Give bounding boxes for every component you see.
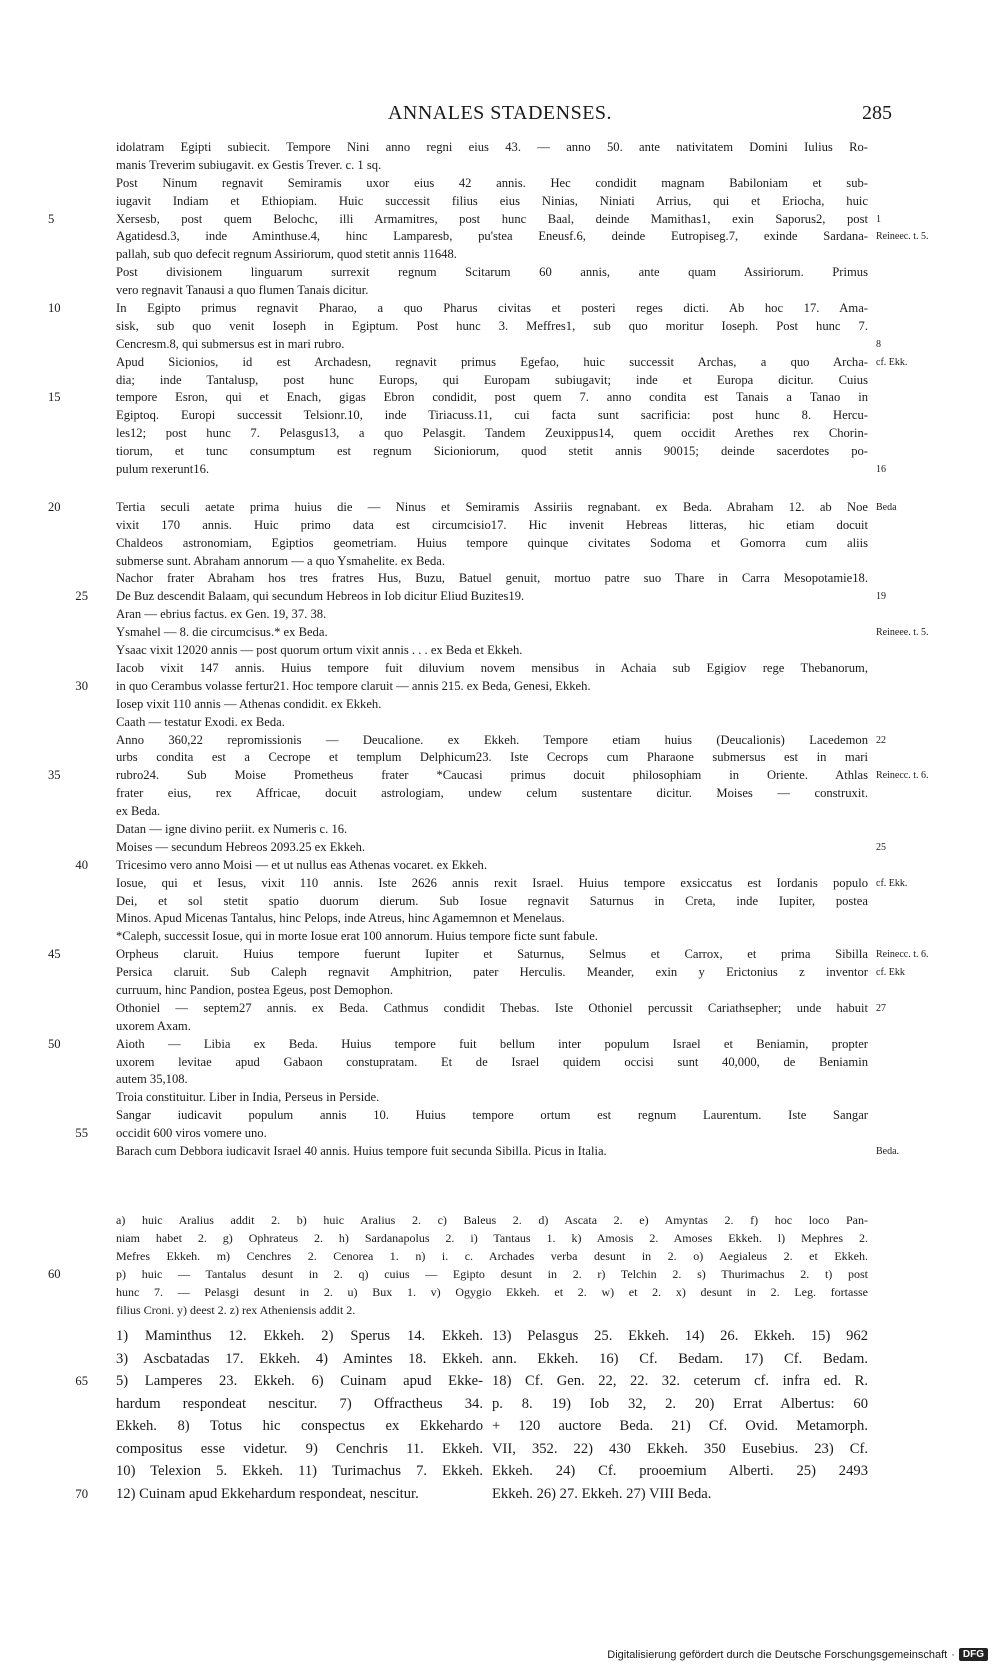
line-number: 15 bbox=[48, 390, 61, 405]
text-line bbox=[116, 1018, 868, 1036]
footnote-left: Ekkeh. 8) Totus hic conspectus ex Ekkehardo bbox=[116, 1418, 483, 1434]
margin-note: cf. Ekk bbox=[876, 967, 905, 979]
text-line bbox=[116, 535, 868, 553]
line-text: Troia constituitur. Liber in India, Perseus in Perside. bbox=[116, 1090, 380, 1105]
line-number: 30 bbox=[75, 678, 88, 693]
footnote-right: 13) Pelasgus 25. Ekkeh. 14) 26. Ekkeh. 15) 962 bbox=[492, 1328, 868, 1344]
text-line bbox=[48, 767, 929, 785]
line-text: Barach cum Debbora iudicavit Israel 40 annis. Huius tempore fuit secunda Sibilla. Picus in Italia. bbox=[116, 1143, 607, 1158]
text-line bbox=[116, 714, 868, 732]
line-text: les12; post hunc 7. Pelasgus13, a quo Pelasgit. Tandem Zeuxippus14, quem occidit Arethes rex Chorin- bbox=[116, 426, 868, 441]
credit-text: Digitalisierung gefördert durch die Deutsche Forschungsgemeinschaft bbox=[607, 1648, 948, 1661]
text-line bbox=[116, 461, 886, 479]
line-text: Chaldeos astronomiam, Egiptios geometriam. Huius tempore quinque civitates Sodoma et Gomorra cum aliis bbox=[116, 535, 868, 550]
text-line bbox=[116, 157, 868, 175]
text-line bbox=[116, 839, 886, 857]
text-line bbox=[116, 910, 868, 928]
margin-note: 22 bbox=[876, 734, 886, 746]
line-text: in quo Cerambus volasse fertur21. Hoc tempore claruit — annis 215. ex Beda, Genesi, Ekkeh. bbox=[116, 678, 591, 693]
line-number: 45 bbox=[48, 947, 61, 962]
line-number: 50 bbox=[48, 1036, 61, 1051]
line-text: Anno 360,22 repromissionis — Deucalione. ex Ekkeh. Tempore etiam huius (Deucalionis) Lacedemon bbox=[116, 732, 868, 747]
line-text: Post divisionem linguarum surrexit regnum Scitarum 60 annis, ante quam Assiriorum. Primus bbox=[116, 265, 868, 280]
text-line bbox=[116, 246, 868, 264]
footnote-row bbox=[116, 1393, 868, 1416]
text-line bbox=[116, 372, 868, 390]
margin-note: Reineec. t. 5. bbox=[876, 231, 929, 243]
text-line bbox=[116, 139, 868, 157]
footnote-text: Mefres Ekkeh. m) Cenchres 2. Cenorea 1. n) i. c. Archades verba desunt in 2. o) Aegialeus 2. et Ekkeh. bbox=[116, 1249, 868, 1263]
text-line bbox=[48, 499, 897, 517]
line-text: urbs condita est a Cecrope et templum Delphicum23. Iste Cecrops cum Pharaone submersus est in mari bbox=[116, 750, 868, 765]
footnote-text: filius Croni. y) deest 2. z) rex Atheniensis addit 2. bbox=[116, 1303, 356, 1317]
text-line bbox=[116, 660, 868, 678]
line-text: tiorum, et tunc consumptum est regnum Sicioniorum, quod stetit annis 90015; deinde sacerdotes po- bbox=[116, 444, 868, 459]
footnote-left: 5) Lamperes 23. Ekkeh. 6) Cuinam apud Ekke- bbox=[116, 1373, 483, 1389]
main-text-block bbox=[48, 139, 929, 1161]
line-text: frater eius, rex Affricae, docuit astrologiam, undew celum sustentare dicitur. Moises — construxit. bbox=[116, 786, 868, 801]
line-text: Othoniel — septem27 annis. ex Beda. Cathmus condidit Thebas. Iste Othoniel percussit Cariathsepher; unde habuit bbox=[116, 1000, 868, 1015]
footnote-text: niam habet 2. g) Ophrateus 2. h) Sardanapolus 2. i) Tantaus 1. k) Amosis 2. Amoses Ekkeh. l) Mephres 2. bbox=[116, 1231, 868, 1245]
footnote-row bbox=[116, 1460, 868, 1483]
line-number: 25 bbox=[75, 589, 88, 604]
text-line bbox=[48, 946, 929, 964]
footnote-left: 10) Telexion 5. Ekkeh. 11) Turimachus 7. Ekkeh. bbox=[116, 1463, 483, 1479]
line-number: 10 bbox=[48, 301, 61, 316]
line-text: submerse sunt. Abraham annorum — a quo Ysmahelite. ex Beda. bbox=[116, 553, 445, 568]
footnote-right: ann. Ekkeh. 16) Cf. Bedam. 17) Cf. Bedam. bbox=[492, 1350, 868, 1367]
text-line bbox=[116, 175, 868, 193]
line-text: Apud Sicionios, id est Archadesn, regnavit primus Egefao, huic successit Archas, a quo Archa- bbox=[116, 354, 868, 369]
funding-credit: Digitalisierung gefördert durch die Deutsche Forschungsgemeinschaft · DFG bbox=[607, 1648, 988, 1661]
line-text: De Buz descendit Balaam, qui secundum Hebreos in Iob dicitur Eliud Buzites19. bbox=[116, 589, 525, 604]
footnote-row bbox=[116, 1325, 868, 1348]
text-line bbox=[116, 517, 868, 535]
text-line bbox=[116, 228, 929, 246]
footnote-right: VII, 352. 22) 430 Ekkeh. 350 Eusebius. 23) Cf. bbox=[492, 1440, 868, 1457]
text-line bbox=[116, 264, 868, 282]
line-text: Datan — igne divino periit. ex Numeris c. 16. bbox=[116, 821, 348, 836]
text-line bbox=[116, 336, 881, 354]
text-line bbox=[116, 928, 868, 946]
footnote-row bbox=[75, 1370, 868, 1393]
text-line bbox=[116, 282, 868, 300]
line-text: Aran — ebrius factus. ex Gen. 19, 37. 38. bbox=[116, 607, 327, 622]
dfg-logo: DFG bbox=[959, 1648, 988, 1661]
line-text: Iacob vixit 147 annis. Huius tempore fuit diluvium novem mensibus in Achaia sub Egigiov rege Thebanorum, bbox=[116, 660, 868, 675]
line-text: Orpheus claruit. Huius tempore fuerunt Iupiter et Saturnus, Selmus et Carrox, et prima Sibilla bbox=[116, 947, 868, 962]
line-text: Cencresm.8, qui submersus est in mari rubro. bbox=[116, 336, 345, 351]
footnote-row bbox=[116, 1348, 868, 1371]
footnote-line bbox=[116, 1211, 868, 1229]
line-text: rubro24. Sub Moise Prometheus frater *Caucasi primus docuit philosophiam in Oriente. Athlas bbox=[116, 768, 868, 783]
text-line bbox=[116, 606, 868, 624]
footnote-text: hunc 7. — Pelasgi desunt in 2. u) Bux 1. v) Ogygio Ekkeh. et 2. w) et 2. x) desunt in 2. Leg. fortasse bbox=[116, 1285, 868, 1299]
text-line bbox=[116, 354, 908, 372]
line-text: Egiptoq. Europi successit Telsionr.10, inde Tiriacuss.11, cui facta sunt sacrificia: post hunc 8. Hercu- bbox=[116, 408, 868, 423]
margin-note: 27 bbox=[876, 1002, 886, 1014]
footnote-line bbox=[116, 1247, 868, 1265]
margin-note: Reineee. t. 5. bbox=[876, 627, 929, 639]
line-text: vero regnavit Tanausi a quo flumen Tanais dicitur. bbox=[116, 283, 369, 298]
footnote-line bbox=[116, 1229, 868, 1247]
line-text: uxorem Axam. bbox=[116, 1018, 191, 1033]
footnote-row bbox=[116, 1438, 868, 1461]
text-line bbox=[116, 785, 868, 803]
text-line bbox=[116, 318, 868, 336]
text-line bbox=[48, 389, 868, 407]
text-line bbox=[116, 803, 868, 821]
text-line bbox=[75, 857, 868, 875]
line-text: Ysaac vixit 12020 annis — post quorum ortum vixit annis . . . ex Beda et Ekkeh. bbox=[116, 643, 523, 658]
footnote-text: a) huic Aralius addit 2. b) huic Aralius 2. c) Baleus 2. d) Ascata 2. e) Amyntas 2. f) hoc loco Pan- bbox=[116, 1213, 868, 1227]
line-text: pulum rexerunt16. bbox=[116, 462, 210, 477]
text-line bbox=[116, 1071, 868, 1089]
text-line bbox=[48, 1036, 868, 1054]
page-number: 285 bbox=[862, 102, 892, 124]
line-text: uxorem levitae apud Gabaon constupratam. Et de Israel quidem occisi sunt 40,000, de Beniamin bbox=[116, 1054, 868, 1069]
text-line bbox=[116, 749, 868, 767]
line-number: 60 bbox=[48, 1267, 61, 1281]
footnote-line bbox=[116, 1283, 868, 1301]
footnote-row bbox=[75, 1483, 868, 1506]
margin-note: 19 bbox=[876, 591, 886, 603]
text-line bbox=[116, 1000, 886, 1018]
running-title: ANNALES STADENSES. bbox=[387, 102, 613, 124]
line-text: Post Ninum regnavit Semiramis uxor eius 42 annis. Hec condidit magnam Babiloniam et sub- bbox=[116, 175, 868, 190]
line-text: In Egipto primus regnavit Pharao, a quo Pharus civitas et posteri reges dicti. Ab hoc 17. Ama- bbox=[116, 301, 868, 316]
line-text: tempore Esron, qui et Enach, gigas Ebron condidit, post quem 7. anno condita est Tanais a Tanao in bbox=[116, 390, 868, 405]
footnote-left: 1) Maminthus 12. Ekkeh. 2) Sperus 14. Ekkeh. bbox=[116, 1328, 483, 1344]
margin-note: 1 bbox=[876, 213, 881, 225]
margin-note: 25 bbox=[876, 841, 886, 853]
footnote-right: 18) Cf. Gen. 22, 22. 32. ceterum cf. infra ed. R. bbox=[492, 1373, 868, 1389]
text-line bbox=[116, 624, 929, 642]
line-text: Ysmahel — 8. die circumcisus.* ex Beda. bbox=[116, 625, 328, 640]
text-line bbox=[116, 1143, 900, 1161]
line-text: Dei, et sol stetit spatio duorum dierum. Sub Iosue regnavit Saturnus in Creta, inde Iupiter, postea bbox=[116, 893, 868, 908]
text-line bbox=[116, 425, 868, 443]
line-text: Sangar iudicavit populum annis 10. Huius tempore ortum est regnum Laurentum. Iste Sangar bbox=[116, 1108, 868, 1123]
line-number: 40 bbox=[75, 857, 88, 872]
line-text: Aioth — Libia ex Beda. Huius tempore fuit bellum inter populum Israel et Beniamin, propter bbox=[116, 1036, 868, 1051]
line-text: Moises — secundum Hebreos 2093.25 ex Ekkeh. bbox=[116, 839, 366, 854]
line-text: Caath — testatur Exodi. ex Beda. bbox=[116, 714, 285, 729]
margin-note: 8 bbox=[876, 338, 881, 350]
footnote-left: 12) Cuinam apud Ekkehardum respondeat, nescitur. bbox=[116, 1485, 419, 1502]
line-number: 70 bbox=[75, 1486, 88, 1501]
text-line bbox=[48, 300, 868, 318]
line-text: occidit 600 viros vomere uno. bbox=[116, 1126, 267, 1141]
line-text: Tertia seculi aetate prima huius die — Ninus et Semiramis Assiriis regnabant. ex Beda. Abraham 12. ab Noe bbox=[116, 499, 868, 514]
margin-note: Beda bbox=[876, 501, 897, 513]
footnote-line bbox=[48, 1265, 868, 1283]
text-line bbox=[116, 407, 868, 425]
text-line bbox=[116, 193, 868, 211]
line-number: 65 bbox=[75, 1374, 88, 1388]
text-line bbox=[116, 821, 868, 839]
page-header bbox=[0, 102, 1000, 132]
text-line bbox=[75, 1125, 868, 1143]
text-line bbox=[75, 678, 868, 696]
text-line bbox=[116, 1054, 868, 1072]
line-number: 20 bbox=[48, 499, 61, 514]
footnote-right: Ekkeh. 24) Cf. prooemium Alberti. 25) 2493 bbox=[492, 1463, 868, 1479]
line-number: 35 bbox=[48, 768, 61, 783]
margin-note: Reinecc. t. 6. bbox=[876, 949, 929, 961]
numbered-footnotes bbox=[75, 1325, 868, 1505]
margin-note: cf. Ekk. bbox=[876, 356, 908, 368]
line-text: ex Beda. bbox=[116, 804, 161, 819]
line-text: Iosue, qui et Iesus, vixit 110 annis. Iste 2626 annis rexit Israel. Huius tempore exsiccatus est Iordanis populo bbox=[116, 875, 868, 890]
line-text: Xersesb, post quem Belochc, illi Armamitres, post hunc Baal, deinde Mamithas1, exin Saporus2, post bbox=[116, 211, 868, 226]
line-text: Minos. Apud Micenas Tantalus, hinc Pelops, inde Atreus, hinc Agamemnon et Menelaus. bbox=[116, 911, 565, 926]
line-text: idolatram Egipti subiecit. Tempore Nini anno regni eius 43. — anno 50. ante nativitatem Domini Iulius Ro- bbox=[116, 140, 868, 154]
text-line bbox=[116, 553, 868, 571]
text-line bbox=[116, 893, 868, 911]
margin-note: 16 bbox=[876, 464, 886, 476]
line-text: Agatidesd.3, inde Aminthuse.4, hinc Lamparesb, pu'stea Eneusf.6, deinde Eutropiseg.7, exinde Sardana- bbox=[116, 229, 868, 244]
footnote-text: p) huic — Tantalus desunt in 2. q) cuius — Egipto desunt in 2. r) Telchin 2. s) Thurimachus 2. t) post bbox=[116, 1267, 868, 1281]
margin-note: cf. Ekk. bbox=[876, 877, 908, 889]
text-line bbox=[116, 982, 868, 1000]
line-number: 55 bbox=[75, 1126, 88, 1141]
line-text: manis Treverim subiugavit. ex Gestis Trever. c. 1 sq. bbox=[116, 157, 382, 172]
text-line bbox=[75, 588, 886, 606]
text-line bbox=[116, 875, 908, 893]
line-text: Tricesimo vero anno Moisi — et ut nullus eas Athenas vocaret. ex Ekkeh. bbox=[116, 857, 487, 872]
text-line bbox=[116, 1107, 868, 1125]
footnote-row bbox=[116, 1415, 868, 1438]
footnote-right: p. 8. 19) Iob 32, 2. 20) Errat Albertus: 60 bbox=[492, 1395, 868, 1412]
line-text: sisk, sub quo venit Ioseph in Egiptum. Post hunc 3. Meffres1, sub quo moritur Ioseph. Post hunc 7. bbox=[116, 318, 868, 333]
footnote-right: Ekkeh. 26) 27. Ekkeh. 27) VIII Beda. bbox=[492, 1485, 712, 1502]
text-line bbox=[116, 732, 886, 750]
line-text: curruum, hinc Pandion, postea Egeus, post Demophon. bbox=[116, 982, 394, 997]
text-line bbox=[48, 211, 881, 229]
line-text: vixit 170 annis. Huic primo data est circumcisio17. Hic invenit Hebreas litteras, hic etiam docuit bbox=[116, 517, 868, 532]
text-line bbox=[116, 642, 868, 660]
footnote-left: compositus esse videtur. 9) Cenchris 11. Ekkeh. bbox=[116, 1440, 483, 1457]
footnote-line bbox=[116, 1301, 868, 1319]
text-line bbox=[116, 964, 905, 982]
footnote-left: 3) Ascbatadas 17. Ekkeh. 4) Amintes 18. Ekkeh. bbox=[116, 1350, 483, 1367]
margin-note: Reinecc. t. 6. bbox=[876, 770, 929, 782]
footnote-right: + 120 auctore Beda. 21) Cf. Ovid. Metamorph. bbox=[492, 1418, 868, 1434]
section-gap bbox=[116, 479, 868, 499]
line-text: Iosep vixit 110 annis — Athenas condidit. ex Ekkeh. bbox=[116, 696, 382, 711]
line-text: Nachor frater Abraham hos tres fratres Hus, Buzu, Batuel genuit, mortuo patre suo Thare in Carra Mesopotamie18. bbox=[116, 571, 868, 586]
text-line bbox=[116, 570, 868, 588]
line-text: autem 35,108. bbox=[116, 1072, 188, 1087]
line-number: 5 bbox=[48, 211, 55, 226]
line-text: dia; inde Tantalusp, post hunc Europs, qui Europam subiugavit; inde et Europa dicitur. Cuius bbox=[116, 372, 868, 387]
line-text: *Caleph, successit Iosue, qui in morte Iosue erat 100 annorum. Huius tempore ficte sunt fabule. bbox=[116, 929, 598, 944]
text-line bbox=[116, 443, 868, 461]
line-text: iugavit Indiam et Ethiopiam. Huic successit filius eius Ninias, Niniati Arrius, qui et Eriocha, huic bbox=[116, 193, 868, 208]
letter-footnotes bbox=[48, 1211, 868, 1319]
text-line bbox=[116, 1089, 868, 1107]
line-text: pallah, sub quo defecit regnum Assiriorum, quod stetit annis 11648. bbox=[116, 247, 457, 262]
margin-note: Beda. bbox=[876, 1145, 900, 1157]
line-text: Persica claruit. Sub Caleph regnavit Amphitrion, pater Herculis. Meander, exin y Erictonius z inventor bbox=[116, 965, 868, 980]
footnote-left: hardum respondeat nescitur. 7) Offractheus 34. bbox=[116, 1395, 483, 1412]
text-line bbox=[116, 696, 868, 714]
